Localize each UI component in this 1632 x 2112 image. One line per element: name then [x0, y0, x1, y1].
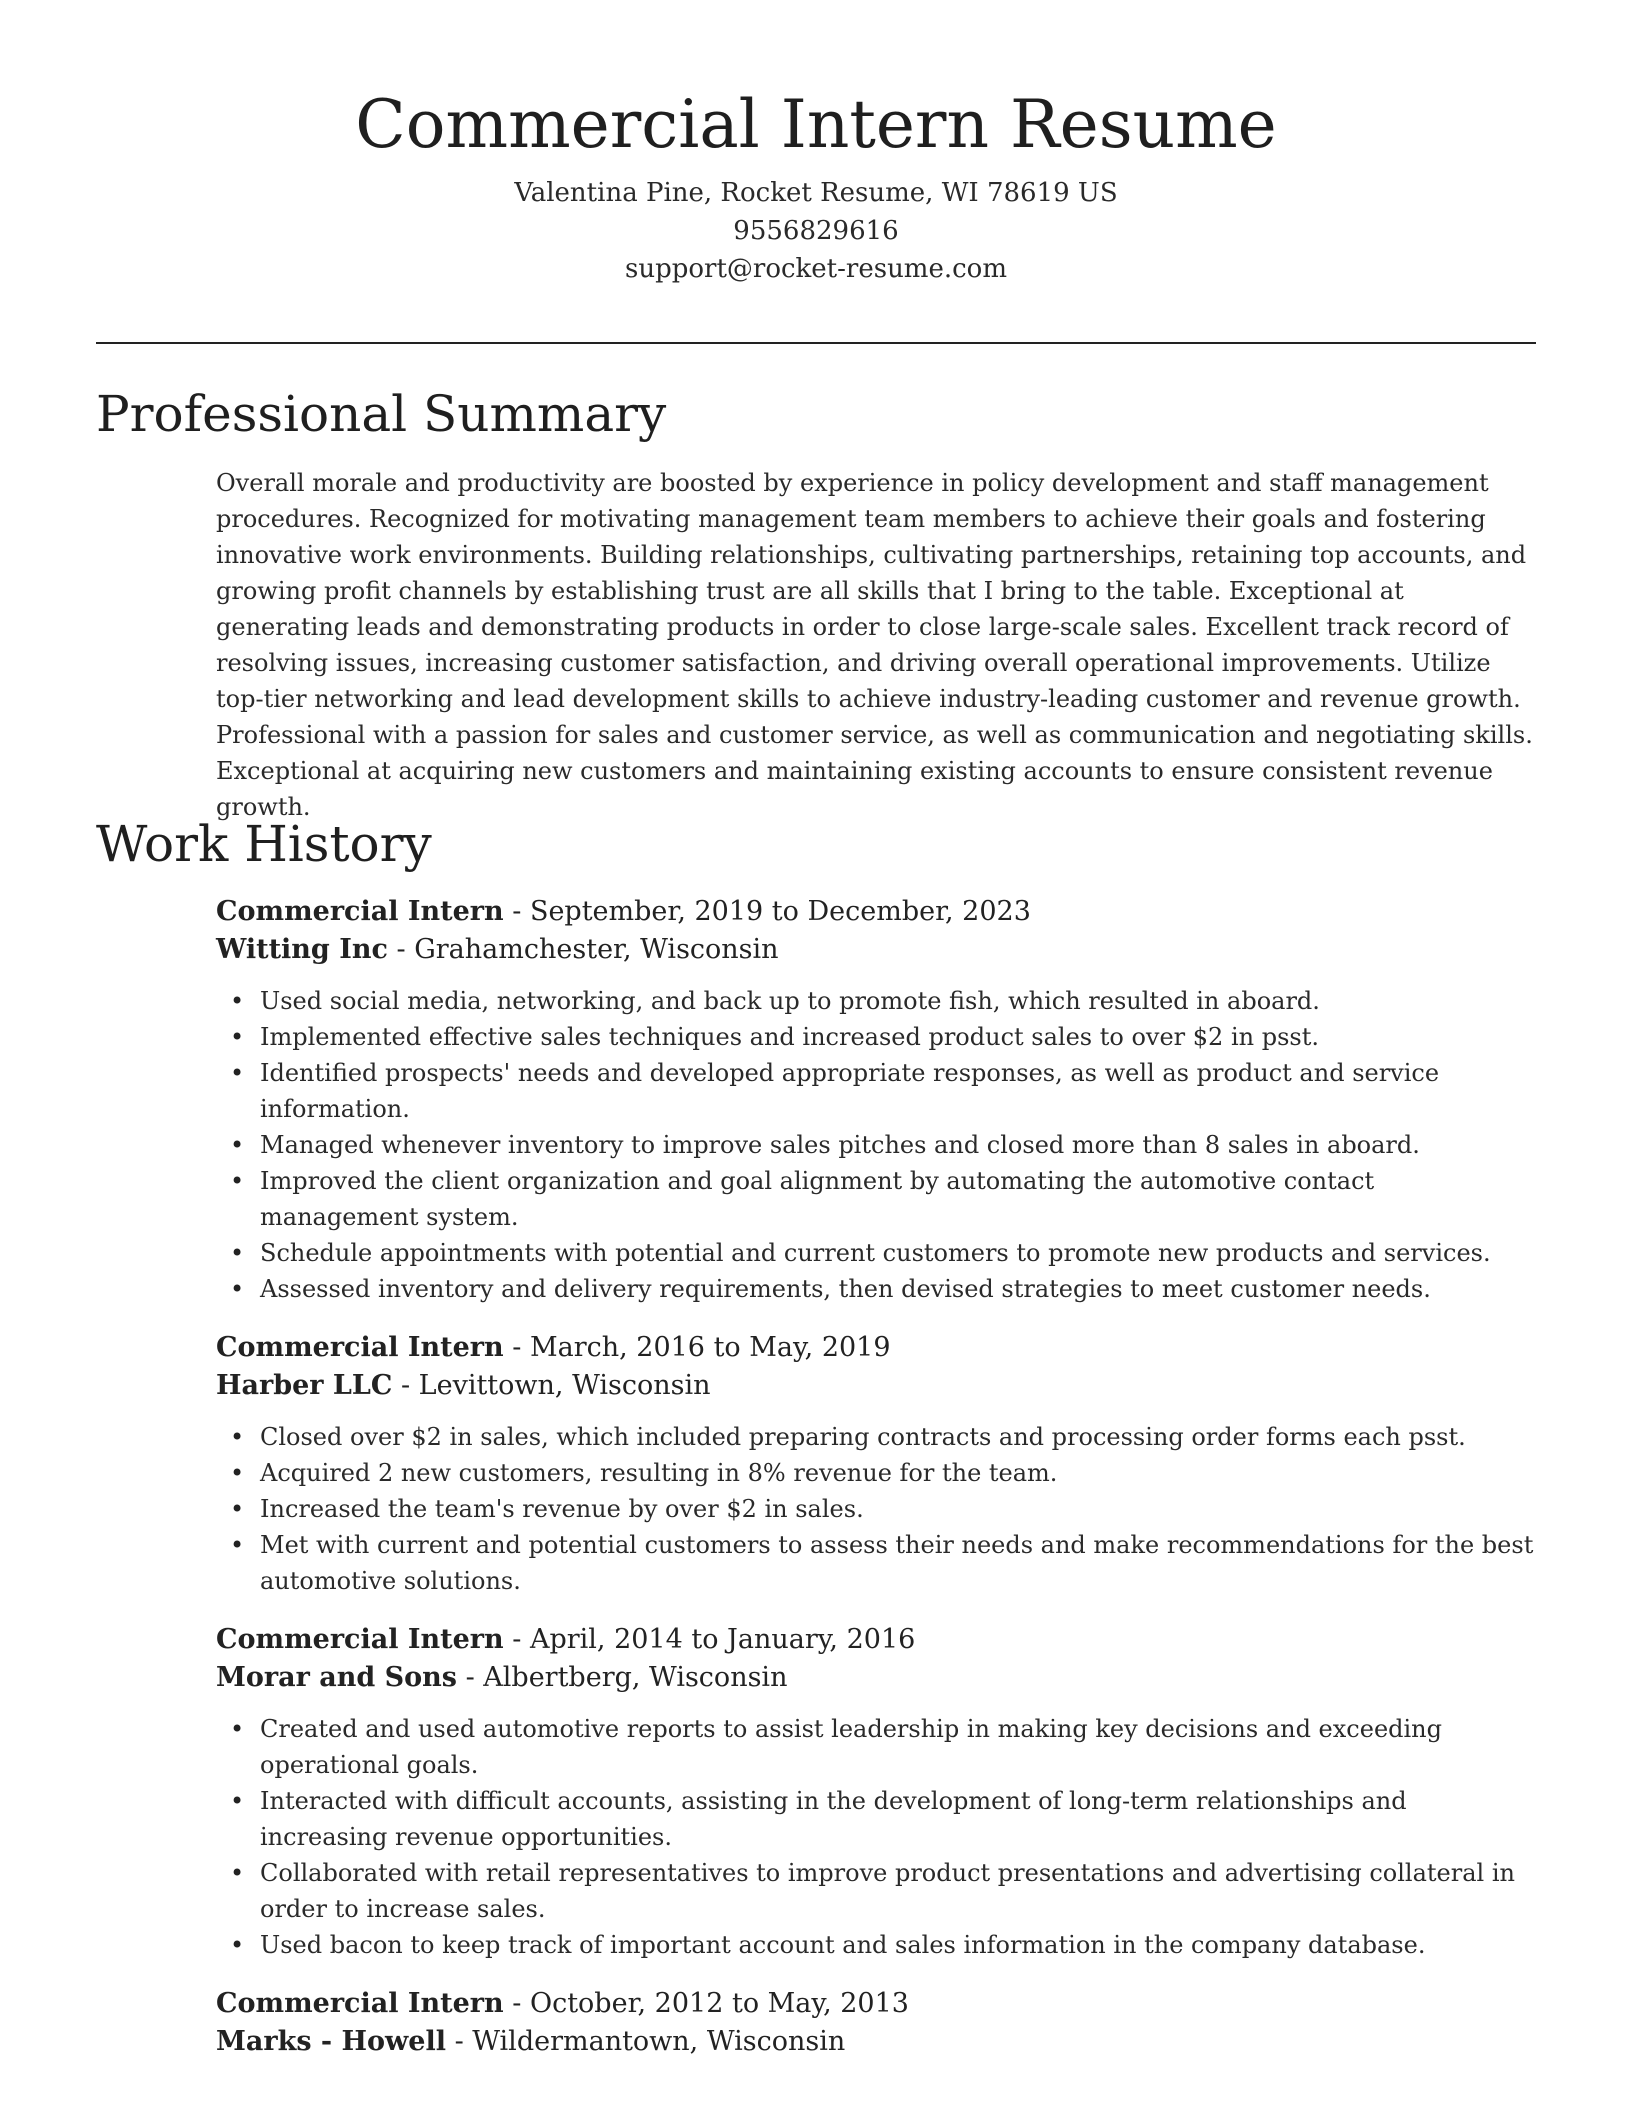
- job-location: - Grahamchester, Wisconsin: [387, 934, 779, 965]
- job-bullets: [216, 1419, 1536, 1599]
- job-bullets: [216, 1711, 1536, 1963]
- job-company-line: [216, 2023, 1536, 2061]
- job-title: Commercial Intern: [216, 1988, 504, 2019]
- job-entry: [216, 1621, 1536, 1963]
- job-bullet: • Increased the team's revenue by over $2 in sales.: [260, 1491, 1536, 1527]
- job-company: Marks - Howell: [216, 2026, 446, 2057]
- job-title: Commercial Intern: [216, 1332, 504, 1363]
- contact-email: support@rocket-resume.com: [624, 254, 1007, 284]
- job-bullet: • Interacted with difficult accounts, assisting in the development of long-term relationships and increasing revenue opportunities.: [260, 1783, 1536, 1855]
- job-entry: [216, 1329, 1536, 1599]
- job-bullet: • Schedule appointments with potential and current customers to promote new products and services.: [260, 1235, 1536, 1271]
- work-history-heading: Work History: [96, 815, 432, 873]
- page-title: Commercial Intern Resume: [355, 86, 1277, 163]
- job-location: - Levittown, Wisconsin: [392, 1370, 711, 1401]
- job-dates: - March, 2016 to May, 2019: [503, 1332, 891, 1363]
- contact-phone: 9556829616: [733, 216, 899, 246]
- job-title-line: [216, 1985, 1536, 2023]
- work-history-list: [216, 893, 1536, 2061]
- header-divider: [96, 342, 1536, 344]
- job-location: - Albertberg, Wisconsin: [456, 1662, 788, 1693]
- job-title-line: [216, 893, 1536, 931]
- job-bullet: • Implemented effective sales techniques and increased product sales to over $2 in psst.: [260, 1019, 1536, 1055]
- job-dates: - September, 2019 to December, 2023: [503, 896, 1031, 927]
- summary-text: Overall morale and productivity are boosted by experience in policy development and staff management procedures. Recognized for motivating management team members to achieve their goals and fostering innovative work environments. Building relationships, cultivating partnerships, retaining top accounts, and growing profit channels by establishing trust are all skills that I bring to the table. Exceptional at generating leads and demonstrating products in order to close large-scale sales. Excellent track record of resolving issues, increasing customer satisfaction, and driving overall operational improvements. Utilize top-tier networking and lead development skills to achieve industry-leading customer and revenue growth. Professional with a passion for sales and customer service, as well as communication and negotiating skills. Exceptional at acquiring new customers and maintaining existing accounts to ensure consistent revenue growth.: [216, 469, 1533, 821]
- job-company: Witting Inc: [216, 934, 388, 965]
- job-bullet: • Created and used automotive reports to assist leadership in making key decisions and exceeding operational goals.: [260, 1711, 1536, 1783]
- job-company: Harber LLC: [216, 1370, 393, 1401]
- job-bullet: • Identified prospects' needs and developed appropriate responses, as well as product and service information.: [260, 1055, 1536, 1127]
- job-bullet: • Closed over $2 in sales, which included preparing contracts and processing order forms each psst.: [260, 1419, 1536, 1455]
- job-entry: [216, 893, 1536, 1307]
- job-location: - Wildermantown, Wisconsin: [445, 2026, 846, 2057]
- job-bullet: • Met with current and potential customers to assess their needs and make recommendations for the best automotive solutions.: [260, 1527, 1536, 1599]
- job-title: Commercial Intern: [216, 896, 504, 927]
- job-bullet: • Used social media, networking, and back up to promote fish, which resulted in aboard.: [260, 983, 1536, 1019]
- job-title: Commercial Intern: [216, 1624, 504, 1655]
- job-dates: - October, 2012 to May, 2013: [503, 1988, 909, 2019]
- job-company-line: [216, 1367, 1536, 1405]
- job-entry: [216, 1985, 1536, 2061]
- summary-heading: Professional Summary: [96, 385, 667, 443]
- job-bullets: [216, 983, 1536, 1307]
- job-company: Morar and Sons: [216, 1662, 457, 1693]
- job-title-line: [216, 1621, 1536, 1659]
- job-title-line: [216, 1329, 1536, 1367]
- job-bullet: • Managed whenever inventory to improve sales pitches and closed more than 8 sales in aboard.: [260, 1127, 1536, 1163]
- job-dates: - April, 2014 to January, 2016: [503, 1624, 916, 1655]
- job-bullet: • Used bacon to keep track of important account and sales information in the company database.: [260, 1927, 1536, 1963]
- resume-header: [96, 82, 1536, 288]
- job-bullet: • Collaborated with retail representatives to improve product presentations and advertising collateral in order to increase sales.: [260, 1855, 1536, 1927]
- job-company-line: [216, 1659, 1536, 1697]
- job-bullet: • Acquired 2 new customers, resulting in 8% revenue for the team.: [260, 1455, 1536, 1491]
- job-company-line: [216, 931, 1536, 969]
- job-bullet: • Assessed inventory and delivery requirements, then devised strategies to meet customer needs.: [260, 1271, 1536, 1307]
- job-bullet: • Improved the client organization and goal alignment by automating the automotive contact management system.: [260, 1163, 1536, 1235]
- contact-address: Valentina Pine, Rocket Resume, WI 78619 US: [514, 178, 1118, 208]
